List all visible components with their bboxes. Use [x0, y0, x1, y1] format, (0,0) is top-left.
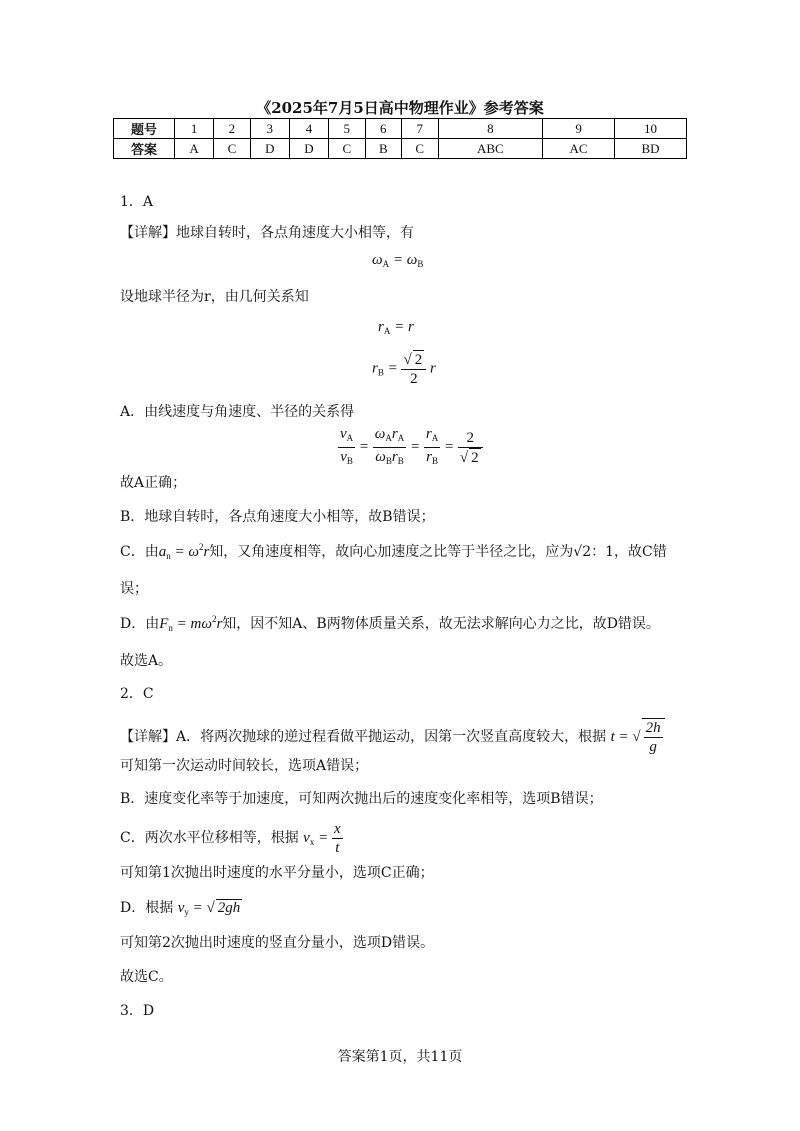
table-cell: 3	[250, 119, 289, 139]
q1-a-conclusion: 故A正确；	[120, 475, 187, 491]
q1-option-b: B．地球自转时，各点角速度大小相等，故B错误；	[120, 509, 435, 525]
page-title: 《2025年7月5日高中物理作业》参考答案	[256, 99, 544, 117]
table-row-numbers	[114, 119, 687, 139]
table-header-number: 题号	[114, 119, 175, 139]
table-cell: D	[250, 139, 289, 159]
q2-a-formula: t = √ $\frac{2h}{g}$	[611, 729, 665, 745]
q2-a-text: 【详解】A．将两次抛球的逆过程看做平抛运动，因第一次竖直高度较大，根据	[120, 728, 607, 745]
q1-c-formula: $a_n = \omega^2r$	[158, 542, 210, 561]
q1-final: 故选A。	[120, 653, 173, 669]
q2-c-cont: 可知第1次抛出时速度的水平分量小，选项C正确；	[120, 865, 434, 881]
q2-label: 2．C	[120, 686, 154, 702]
q2-option-d	[120, 897, 242, 917]
q2-option-c	[120, 820, 343, 857]
table-row-answers	[114, 139, 687, 159]
q1-label: 1．A	[120, 194, 154, 210]
table-cell: C	[329, 139, 365, 159]
q1-d-post: 知，因不知A、B两物体质量关系，故无法求解向心力之比，故D错误。	[222, 616, 660, 632]
q1-option-a: A．由线速度与角速度、半径的关系得	[120, 404, 355, 420]
q1-d-formula: $F_n = m\omega^2r$	[159, 614, 223, 633]
q1-option-d	[120, 613, 660, 633]
table-cell: AC	[543, 139, 615, 159]
q1-c-pre: C．由	[120, 544, 159, 560]
table-cell: D	[289, 139, 328, 159]
table-cell: 8	[438, 119, 543, 139]
table-cell: BD	[615, 139, 687, 159]
table-cell: 7	[402, 119, 438, 139]
page-footer: 答案第1页，共11页	[337, 1049, 463, 1065]
q1-c-cont: 误；	[120, 581, 148, 597]
q1-equation-2: $r_A = r$	[378, 319, 414, 336]
table-cell: 9	[543, 119, 615, 139]
q2-final: 故选C。	[120, 969, 173, 985]
q1-equation-3: $r_B$ = $\frac{√ 2}{2}$ r	[372, 352, 436, 387]
table-cell: 4	[289, 119, 328, 139]
q1-detail: 【详解】地球自转时，各点角速度大小相等，有	[120, 225, 414, 241]
table-cell: A	[175, 139, 214, 159]
q1-equation-1: $\omega_A = \omega_B$	[372, 252, 424, 269]
table-cell: C	[214, 139, 250, 159]
q2-option-b: B．速度变化率等于加速度，可知两次抛出后的速度变化率相等，选项B错误；	[120, 791, 603, 807]
table-cell: C	[402, 139, 438, 159]
q1-equation-4: $\frac{v_A}{v_B}$ = $\frac{\omega_Ar_A}{\omega_Br_B}$ = $\frac{r_A}{r_B}$ = $\frac{2}{√ 2}$	[338, 425, 483, 470]
q2-a-cont: 可知第一次运动时间较长，选项A错误；	[120, 758, 369, 774]
q2-d-text: D．根据	[120, 900, 174, 916]
table-cell: 10	[615, 119, 687, 139]
q2-d-formula: $v_y$ = √ 2gh	[177, 900, 241, 917]
q2-option-a	[120, 718, 665, 756]
table-cell: 5	[329, 119, 365, 139]
q1-c-post: 知，又角速度相等，故向心加速度之比等于半径之比，应为√2：1，故C错	[209, 544, 667, 560]
answer-table	[113, 118, 687, 159]
q1-d-pre: D．由	[120, 616, 160, 632]
table-cell: 6	[365, 119, 401, 139]
q2-c-formula: $v_x$ = $\frac{x}{t}$	[303, 821, 341, 856]
q2-d-cont: 可知第2次抛出时速度的竖直分量小，选项D错误。	[120, 935, 435, 951]
table-header-answer: 答案	[114, 139, 175, 159]
table-cell: B	[365, 139, 401, 159]
q3-label: 3．D	[120, 1003, 155, 1019]
q1-option-c	[120, 541, 667, 561]
table-cell: 2	[214, 119, 250, 139]
q2-c-text: C．两次水平位移相等，根据	[120, 829, 299, 846]
q1-setup: 设地球半径为r，由几何关系知	[120, 289, 309, 305]
table-cell: 1	[175, 119, 214, 139]
table-cell: ABC	[438, 139, 543, 159]
